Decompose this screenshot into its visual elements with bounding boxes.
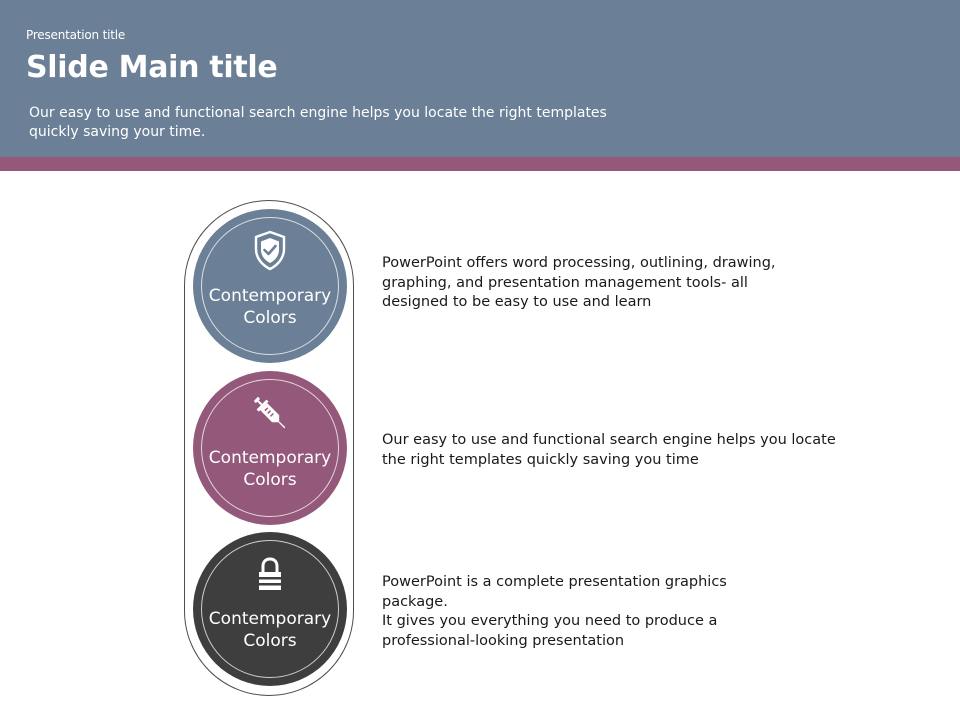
item-label-line: Contemporary [208, 286, 332, 306]
item-label-line: Colors [243, 470, 297, 490]
description-line: professional-looking presentation [382, 632, 625, 649]
description-line: the right templates quickly saving you time [382, 451, 699, 468]
item-label-line: Colors [243, 631, 297, 651]
slide-main-title: Slide Main title [26, 50, 278, 85]
description-line: package. [382, 593, 448, 610]
description-line: PowerPoint offers word processing, outlining, drawing, [382, 255, 776, 271]
accent-bar [0, 157, 960, 171]
item-label-line: Colors [243, 308, 297, 328]
subtitle-line: Our easy to use and functional search engine helps you locate the right templates [29, 105, 607, 121]
item-label [193, 447, 347, 491]
item-label-line: Contemporary [208, 609, 332, 629]
description-line: It gives you everything you need to produce a [382, 613, 718, 629]
description-line: PowerPoint is a complete presentation graphics [382, 574, 727, 590]
slide-subtitle [29, 104, 649, 142]
item-circle-2 [193, 371, 347, 525]
description-line: Our easy to use and functional search engine helps you locate [382, 432, 836, 448]
item-label [193, 285, 347, 329]
description-line: graphing, and presentation management tools- all [382, 274, 748, 291]
item-circle-3 [193, 532, 347, 686]
presentation-title: Presentation title [26, 28, 126, 42]
syringe-icon [252, 391, 288, 435]
item-description-1 [382, 254, 852, 313]
item-description-3 [382, 573, 852, 651]
padlock-icon [252, 552, 288, 596]
item-label-line: Contemporary [208, 448, 332, 468]
subtitle-line: quickly saving your time. [29, 124, 206, 140]
item-description-2 [382, 431, 852, 470]
shield-check-icon [252, 229, 288, 273]
item-circle-1 [193, 209, 347, 363]
item-label [193, 608, 347, 652]
description-line: designed to be easy to use and learn [382, 294, 652, 310]
